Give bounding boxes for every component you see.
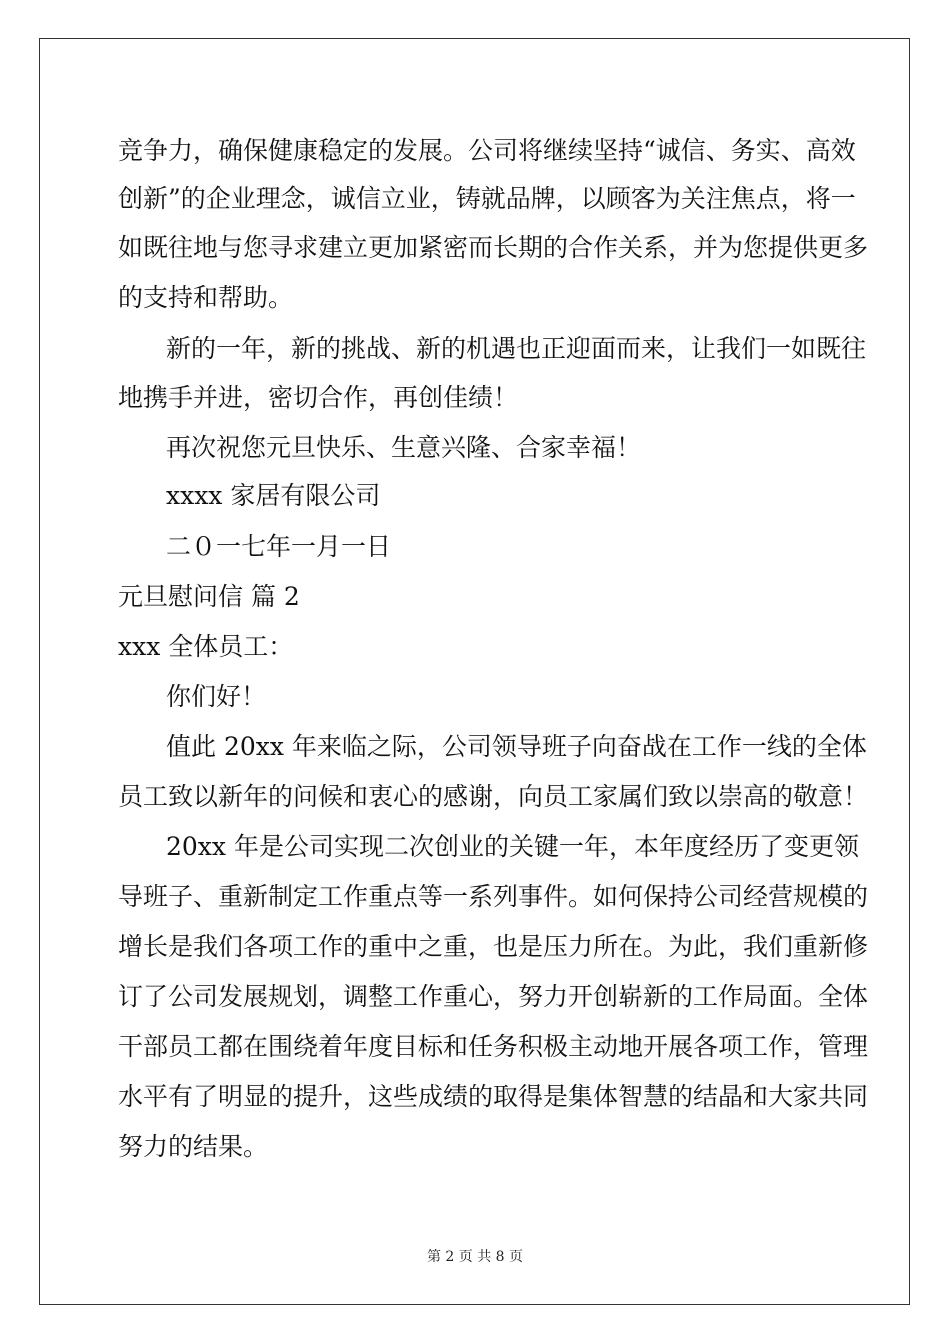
text-line: 的支持和帮助。: [118, 283, 294, 312]
text-line: 干部员工都在围绕着年度目标和任务积极主动地开展各项工作，管理: [118, 1032, 869, 1061]
section-heading: 元旦慰问信 篇 2: [118, 582, 300, 611]
text-line: 员工致以新年的问候和衷心的感谢，向员工家属们致以崇高的敬意！: [118, 782, 869, 811]
text-line: 订了公司发展规划，调整工作重心，努力开创崭新的工作局面。全体: [118, 982, 869, 1011]
text-line: 创新”的企业理念，诚信立业，铸就品牌，以顾客为关注焦点，将一: [118, 184, 856, 213]
page-border: [39, 38, 910, 1305]
text-line: 增长是我们各项工作的重中之重，也是压力所在。为此，我们重新修: [118, 932, 869, 961]
text-line: 新的一年，新的挑战、新的机遇也正迎面而来，让我们一如既往: [166, 334, 867, 363]
date-line: 二０一七年一月一日: [166, 532, 392, 561]
text-line: 导班子、重新制定工作重点等一系列事件。如何保持公司经营规模的: [118, 882, 869, 911]
text-line: 20xx 年是公司实现二次创业的关键一年，本年度经历了变更领: [166, 832, 859, 861]
greeting: 你们好！: [166, 682, 267, 711]
text-line: 水平有了明显的提升，这些成绩的取得是集体智慧的结晶和大家共同: [118, 1082, 869, 1111]
company-name: xxxx 家居有限公司: [166, 481, 381, 510]
text-line: 努力的结果。: [118, 1132, 269, 1161]
text-line: 竞争力，确保健康稳定的发展。公司将继续坚持“诚信、务实、高效: [118, 136, 856, 165]
text-line: 地携手并进，密切合作，再创佳绩！: [118, 383, 519, 412]
text-line: 再次祝您元旦快乐、生意兴隆、合家幸福！: [166, 433, 642, 462]
text-line: 值此 20xx 年来临之际，公司领导班子向奋战在工作一线的全体: [166, 732, 867, 761]
salutation: xxx 全体员工：: [118, 632, 294, 661]
page-number-footer: 第 2 页 共 8 页: [426, 1249, 524, 1265]
text-line: 如既往地与您寻求建立更加紧密而长期的合作关系，并为您提供更多: [118, 233, 869, 262]
